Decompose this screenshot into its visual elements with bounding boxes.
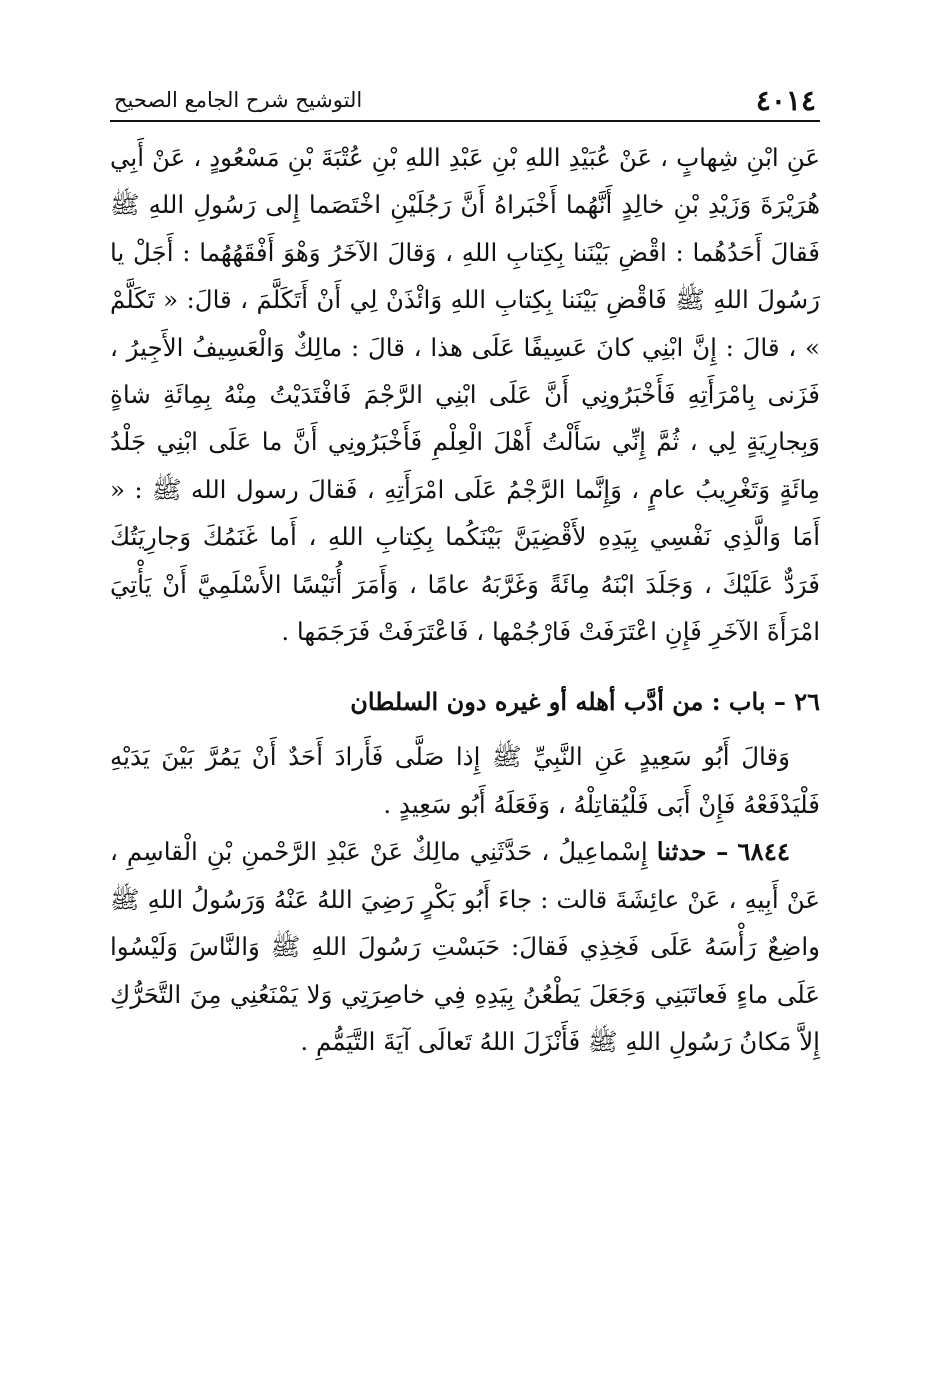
hadith-text: إِسْماعِيلُ ، حَدَّثَنِي مالِكٌ عَنْ عَبْدِ الرَّحْمنِ بْنِ الْقاسِمِ ، عَنْ أَبِيهِ ، عَنْ عائِشَةَ قالت : جاءَ أَبُو بَكْرٍ رَضِيَ اللهُ عَنْهُ وَرَسُولُ اللهِ ﷺ واضِعٌ رَأْسَهُ عَلَى فَخِذِي فَقالَ: حَبَسْتِ رَسُولَ اللهِ ﷺ وَالنَّاسَ وَلَيْسُوا عَلَى ماءٍ فَعاتَبَنِي وَجَعَلَ يَطْعُنُ بِيَدِهِ فِي خاصِرَتِي وَلا يَمْنَعُنِي مِنَ التَّحَرُّكِ إِلاَّ مَكانُ رَسُولِ اللهِ ﷺ فَأَنْزَلَ اللهُ تَعالَى آيَةَ التَّيَمُّمِ . bbox=[110, 837, 820, 1056]
hadith-paragraph bbox=[110, 828, 820, 1065]
hadith-intro: – حدثنا bbox=[656, 837, 729, 867]
page-body bbox=[110, 134, 820, 1065]
running-title: التوشيح شرح الجامع الصحيح bbox=[114, 88, 363, 112]
page bbox=[110, 78, 820, 1308]
hadith-paragraph-continued: عَنِ ابْنِ شِهابٍ ، عَنْ عُبَيْدِ اللهِ بْنِ عَبْدِ اللهِ بْنِ عُتْبَةَ بْنِ مَسْعُودٍ ، عَنْ أَبِي هُرَيْرَةَ وَزَيْدِ بْنِ خالِدٍ أَنَّهُما أَخْبَراهُ أَنَّ رَجُلَيْنِ اخْتَصَما إِلى رَسُولِ اللهِ ﷺ فَقالَ أَحَدُهُما : اقْضِ بَيْنَنا بِكِتابِ اللهِ ، وَقالَ الآخَرُ وَهْوَ أَفْقَهُهُما : أَجَلْ يا رَسُولَ اللهِ ﷺ فَاقْضِ بَيْنَنا بِكِتابِ اللهِ وَائْذَنْ لِي أَنْ أَتَكَلَّمَ ، قالَ: « تَكَلَّمْ » ، قالَ : إِنَّ ابْنِي كانَ عَسِيفًا عَلَى هذا ، قالَ : مالِكٌ وَالْعَسِيفُ الأَجِيرُ ، فَزَنى بِامْرَأَتِهِ فَأَخْبَرُونِي أَنَّ عَلَى ابْنِي الرَّجْمَ فَافْتَدَيْتُ مِنْهُ بِمِائَةِ شاةٍ وَبِجارِيَةٍ لِي ، ثُمَّ إِنِّي سَأَلْتُ أَهْلَ الْعِلْمِ فَأَخْبَرُونِي أَنَّ ما عَلَى ابْنِي جَلْدُ مِائَةٍ وَتَغْرِيبُ عامٍ ، وَإِنَّما الرَّجْمُ عَلَى امْرَأَتِهِ ، فَقالَ رسول الله ﷺ : « أَمَا وَالَّذِي نَفْسِي بِيَدِهِ لأَقْضِيَنَّ بَيْنَكُما بِكِتابِ اللهِ ، أَما غَنَمُكَ وَجارِيَتُكَ فَرَدٌّ عَلَيْكَ ، وَجَلَدَ ابْنَهُ مِائَةً وَغَرَّبَهُ عامًا ، وَأَمَرَ أُنَيْسًا الأَسْلَمِيَّ أَنْ يَأْتِيَ امْرَأَةَ الآخَرِ فَإِنِ اعْتَرَفَتْ فَارْجُمْها ، فَاعْتَرَفَتْ فَرَجَمَها . bbox=[110, 143, 820, 647]
chapter-commentary: وَقالَ أَبُو سَعِيدٍ عَنِ النَّبِيِّ ﷺ إِذا صَلَّى فَأَرادَ أَحَدٌ أَنْ يَمُرَّ بَيْنَ يَدَيْهِ فَلْيَدْفَعْهُ فَإِنْ أَبَى فَلْيُقاتِلْهُ ، وَفَعَلَهُ أَبُو سَعِيدٍ . bbox=[110, 742, 820, 819]
hadith-number: ٦٨٤٤ bbox=[737, 837, 791, 867]
chapter-heading: ٢٦ – باب : من أدَّب أهله أو غيره دون السلطان bbox=[350, 687, 820, 717]
page-number: ٤٠١٤ bbox=[755, 84, 816, 117]
page-header bbox=[110, 78, 820, 122]
